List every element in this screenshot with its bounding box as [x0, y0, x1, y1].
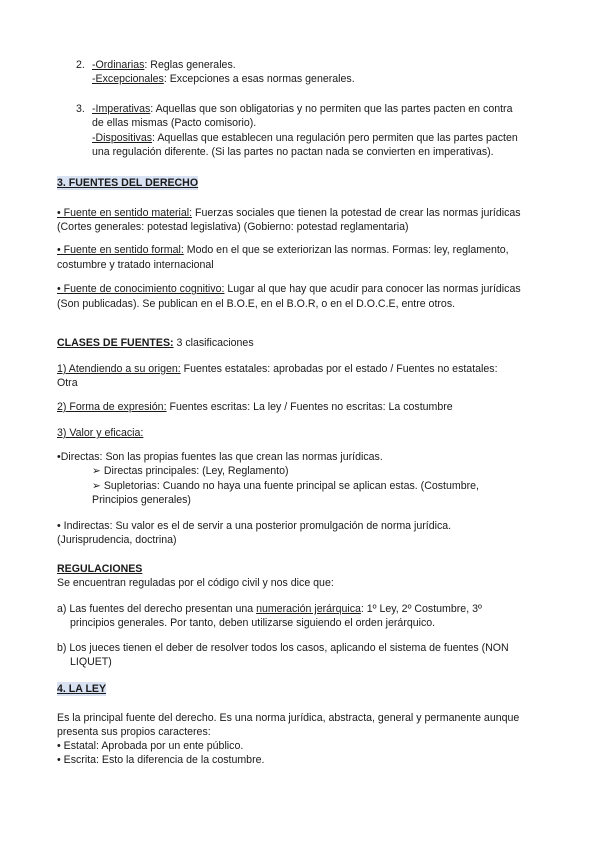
ley-text-line: Es la principal fuente del derecho. Es una norma jurídica, abstracta, general y permanente aunque: [57, 712, 520, 724]
directas-principales-line: ➢ Directas principales: (Ley, Reglamento): [92, 465, 289, 477]
list-number: 2.: [76, 59, 85, 71]
ordinarias-line: [92, 58, 236, 72]
clases-heading: CLASES DE FUENTES:: [57, 337, 174, 349]
indirectas-line: • Indirectas: Su valor es el de servir a una posterior promulgación de norma jurídica.: [57, 520, 452, 532]
clases-heading-tail: 3 clasificaciones: [173, 337, 254, 349]
fuente-material-term: • Fuente en sentido material:: [57, 207, 193, 219]
ley-escrita-line: • Escrita: Esto la diferencia de la costumbre.: [57, 754, 265, 766]
list-number: 3.: [76, 103, 85, 115]
clase-1-line: [57, 362, 498, 376]
supletorias-line: ➢ Supletorias: Cuando no haya una fuente principal se aplican estas. (Costumbre,: [92, 480, 479, 492]
clase-2-term: 2) Forma de expresión:: [57, 401, 167, 413]
dispositivas-text: : Aquellas que establecen una regulación pero permiten que las partes pacten: [152, 132, 518, 144]
excepcionales-term: -Excepcionales: [92, 73, 164, 85]
regulacion-a-line-2: principios generales. Por tanto, deben utilizarse siguiendo el orden jerárquico.: [70, 617, 436, 629]
clase-1-term: 1) Atendiendo a su origen:: [57, 363, 181, 375]
regulacion-b-line-2: LIQUET): [70, 656, 112, 668]
ley-text-line-2: presenta sus propios caracteres:: [57, 726, 211, 738]
clase-3-term: 3) Valor y eficacia:: [57, 427, 144, 439]
clase-2-line: [57, 400, 453, 414]
fuente-cognitivo-line: [57, 282, 521, 296]
regulacion-a-pre: a) Las fuentes del derecho presentan una: [57, 603, 257, 615]
dispositivas-term: -Dispositivas: [92, 132, 153, 144]
imperativas-line-2: de ellas mismas (Pacto comisorio).: [92, 117, 257, 129]
fuente-material-text: Fuerzas sociales que tienen la potestad de crear las normas jurídicas: [192, 207, 521, 219]
excepcionales-line: [92, 72, 355, 86]
imperativas-line: [92, 102, 512, 116]
regulaciones-intro: Se encuentran reguladas por el código civil y nos dice que:: [57, 577, 334, 589]
excepcionales-text: : Excepciones a esas normas generales.: [163, 73, 355, 85]
imperativas-term: -Imperativas: [92, 103, 151, 115]
section-3-heading: 3. FUENTES DEL DERECHO: [57, 177, 199, 189]
fuente-formal-line: [57, 243, 509, 257]
directas-line: •Directas: Son las propias fuentes las que crean las normas jurídicas.: [57, 451, 383, 463]
regulacion-b-line: b) Los jueces tienen el deber de resolver todos los casos, aplicando el sistema de fuentes (NON: [57, 642, 509, 654]
ordinarias-term: -Ordinarias: [92, 59, 145, 71]
section-4-heading: 4. LA LEY: [57, 683, 107, 695]
clases-heading-line: [57, 336, 254, 350]
fuente-formal-term: • Fuente en sentido formal:: [57, 244, 184, 256]
indirectas-line-2: (Jurisprudencia, doctrina): [57, 534, 177, 546]
regulaciones-heading: REGULACIONES: [57, 563, 143, 575]
fuente-cognitivo-text: Lugar al que hay que acudir para conocer las normas jurídicas: [224, 283, 521, 295]
fuente-formal-text: Modo en el que se exteriorizan las normas. Formas: ley, reglamento,: [183, 244, 509, 256]
ordinarias-text: : Reglas generales.: [144, 59, 236, 71]
clase-1-line-2: Otra: [57, 377, 78, 389]
regulacion-a-line: [57, 602, 482, 616]
dispositivas-line-2: una regulación diferente. (Si las partes no pactan nada se convierten en imperativas).: [92, 146, 494, 158]
supletorias-line-2: Principios generales): [92, 494, 191, 506]
fuente-cognitivo-term: • Fuente de conocimiento cognitivo:: [57, 283, 225, 295]
numeracion-jerarquica-term: numeración jerárquica: [256, 603, 361, 615]
imperativas-text: : Aquellas que son obligatorias y no permiten que las partes pacten en contra: [150, 103, 513, 115]
clase-1-text: Fuentes estatales: aprobadas por el estado / Fuentes no estatales:: [180, 363, 498, 375]
regulacion-a-post: : 1º Ley, 2º Costumbre, 3º: [360, 603, 482, 615]
fuente-formal-line-2: costumbre y tratado internacional: [57, 259, 214, 271]
clase-2-text: Fuentes escritas: La ley / Fuentes no escritas: La costumbre: [166, 401, 453, 413]
dispositivas-line: [92, 131, 518, 145]
ley-estatal-line: • Estatal: Aprobada por un ente público.: [57, 740, 244, 752]
fuente-material-line-2: (Cortes generales: potestad legislativa) (Gobierno: potestad reglamentaria): [57, 221, 409, 233]
fuente-cognitivo-line-2: (Son publicadas). Se publican en el B.O.E, en el B.O.R, o en el D.O.C.E, entre otros.: [57, 298, 456, 310]
fuente-material-line: [57, 206, 521, 220]
